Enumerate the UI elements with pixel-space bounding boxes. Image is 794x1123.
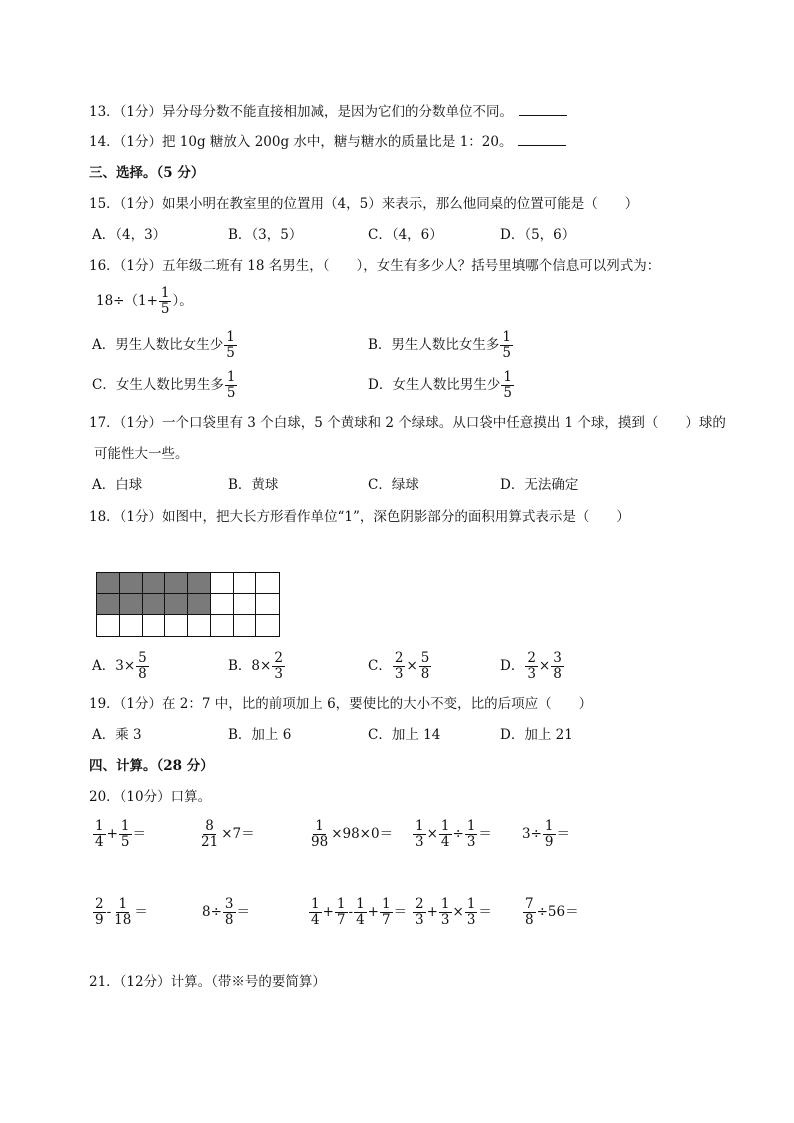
grid-cell: [211, 594, 234, 615]
oral-calc-2: $\frac{8}{21}$ ×7＝: [201, 818, 255, 850]
oral-calc-8: $\frac{1}{4}$ + $\frac{1}{7}$ - $\frac{1}{4}$ + $\frac{1}{7}$ ＝: [311, 896, 408, 928]
q17-option-b[interactable]: B．黄球: [228, 477, 279, 493]
q19-option-c[interactable]: C．加上 14: [368, 727, 441, 743]
q17-option-a[interactable]: A．白球: [92, 477, 143, 493]
fraction: $\frac{1}{5}$: [226, 369, 236, 401]
fraction: $\frac{5}{8}$: [138, 650, 147, 682]
oral-calc-3: $\frac{1}{98}$ ×98×0＝: [311, 818, 394, 850]
grid-cell: [256, 615, 279, 636]
oral-calc-5: 3÷ $\frac{1}{9}$ ＝: [522, 818, 570, 850]
grid-cell: [188, 594, 211, 615]
grid-cell: [188, 615, 211, 636]
oral-calc-9: $\frac{2}{3}$ + $\frac{1}{3}$ × $\frac{1}{3}$ ＝: [415, 896, 492, 928]
grid-cell: [143, 594, 166, 615]
fraction: $\frac{2}{3}$: [274, 650, 283, 682]
grid-cell: [165, 594, 188, 615]
q17-option-d[interactable]: D．无法确定: [500, 477, 579, 493]
fraction: $\frac{1}{5}$: [226, 329, 235, 361]
grid-cell: [120, 573, 143, 594]
fraction: $\frac{3}{8}$: [553, 650, 562, 682]
grid-cell: [256, 594, 279, 615]
question-17-line-1: 17．（1分）一个口袋里有 3 个白球，5 个黄球和 2 个绿球。从口袋中任意摸出 1 个球，摸到（ ）球的: [89, 415, 726, 431]
grid-cell: [211, 573, 234, 594]
grid-cell: [165, 615, 188, 636]
q15-option-c[interactable]: C．（4，6）: [368, 227, 443, 243]
grid-cell: [97, 615, 120, 636]
grid-cell: [234, 615, 257, 636]
fraction: $\frac{2}{3}$: [394, 650, 404, 682]
question-17-line-2: 可能性大一些。: [94, 446, 189, 462]
oral-calc-7: 8÷ $\frac{3}{8}$ ＝: [202, 896, 250, 928]
q16-expression: 18÷（1+ $\frac{1}{5}$ ）。: [96, 285, 193, 317]
fraction: $\frac{1}{5}$: [503, 369, 512, 401]
q19-option-b[interactable]: B．加上 6: [228, 727, 292, 743]
q16-option-c[interactable]: C．女生人数比男生多 $\frac{1}{5}$: [92, 369, 236, 401]
grid-cell: [256, 573, 279, 594]
grid-cell: [234, 594, 257, 615]
oral-calc-4: $\frac{1}{3}$ × $\frac{1}{4}$ ÷ $\frac{1}{3}$ ＝: [415, 818, 492, 850]
q18-option-c[interactable]: C． $\frac{2}{3}$ × $\frac{5}{8}$: [368, 650, 430, 682]
fraction: $\frac{1}{5}$: [160, 285, 170, 317]
section-4-heading: 四、计算。（28 分）: [89, 758, 214, 774]
oral-calc-10: $\frac{7}{8}$ ÷56＝: [525, 896, 579, 928]
grid-cell: [143, 615, 166, 636]
fraction: $\frac{1}{5}$: [502, 329, 512, 361]
question-21-text: 21．（12分）计算。（带※号的要简算）: [89, 974, 326, 990]
section-3-heading: 三、选择。（5 分）: [89, 165, 205, 181]
question-20-text: 20．（10分）口算。: [89, 789, 212, 805]
question-13: [89, 102, 567, 122]
question-14: [89, 132, 566, 152]
question-19-text: 19．（1分）在 2：7 中，比的前项加上 6，要使比的大小不变，比的后项应（ ）: [89, 696, 593, 712]
q15-option-a[interactable]: A．（4，3）: [92, 227, 167, 243]
q18-option-a[interactable]: A．3× $\frac{5}{8}$: [92, 650, 147, 682]
q15-option-b[interactable]: B．（3，5）: [228, 227, 303, 243]
grid-cell: [234, 573, 257, 594]
answer-blank-14[interactable]: [518, 133, 566, 146]
q16-option-d[interactable]: D．女生人数比男生少 $\frac{1}{5}$: [368, 369, 512, 401]
q18-option-d[interactable]: D． $\frac{2}{3}$ × $\frac{3}{8}$: [500, 650, 562, 682]
grid-cell: [211, 615, 234, 636]
q17-option-c[interactable]: C．绿球: [368, 477, 419, 493]
question-14-text: 14．（1分）把 10g 糖放入 200g 水中，糖与糖水的质量比是 1：20。: [89, 134, 513, 150]
grid-cell: [120, 615, 143, 636]
fraction: $\frac{5}{8}$: [420, 650, 430, 682]
question-15-text: 15．（1分）如果小明在教室里的位置用（4，5）来表示，那么他同桌的位置可能是（ ）: [89, 196, 639, 212]
question-16-text: 16．（1分）五年级二班有 18 名男生，（ ），女生有多少人？括号里填哪个信息可以列式为：: [89, 258, 661, 274]
oral-calc-1: $\frac{1}{4}$ + $\frac{1}{5}$ ＝: [95, 818, 146, 850]
oral-calc-6: $\frac{2}{9}$ - $\frac{1}{18}$ ＝: [95, 896, 148, 928]
fraction: $\frac{2}{3}$: [527, 650, 536, 682]
shaded-rectangle-diagram: [96, 572, 280, 637]
q19-option-d[interactable]: D．加上 21: [500, 727, 573, 743]
grid-cell: [165, 573, 188, 594]
answer-blank-13[interactable]: [519, 103, 567, 116]
question-18-text: 18．（1分）如图中，把大长方形看作单位“1”，深色阴影部分的面积用算式表示是（ ）: [89, 509, 630, 525]
grid-cell: [143, 573, 166, 594]
grid-cell: [97, 573, 120, 594]
question-13-text: 13．（1分）异分母分数不能直接相加减，是因为它们的分数单位不同。: [89, 104, 514, 120]
grid-cell: [120, 594, 143, 615]
q19-option-a[interactable]: A．乘 3: [92, 727, 142, 743]
grid-cell: [188, 573, 211, 594]
q15-option-d[interactable]: D．（5，6）: [500, 227, 576, 243]
q18-option-b[interactable]: B．8× $\frac{2}{3}$: [228, 650, 283, 682]
q16-option-a[interactable]: A．男生人数比女生少 $\frac{1}{5}$: [92, 329, 235, 361]
q16-option-b[interactable]: B．男生人数比女生多 $\frac{1}{5}$: [368, 329, 512, 361]
grid-cell: [97, 594, 120, 615]
